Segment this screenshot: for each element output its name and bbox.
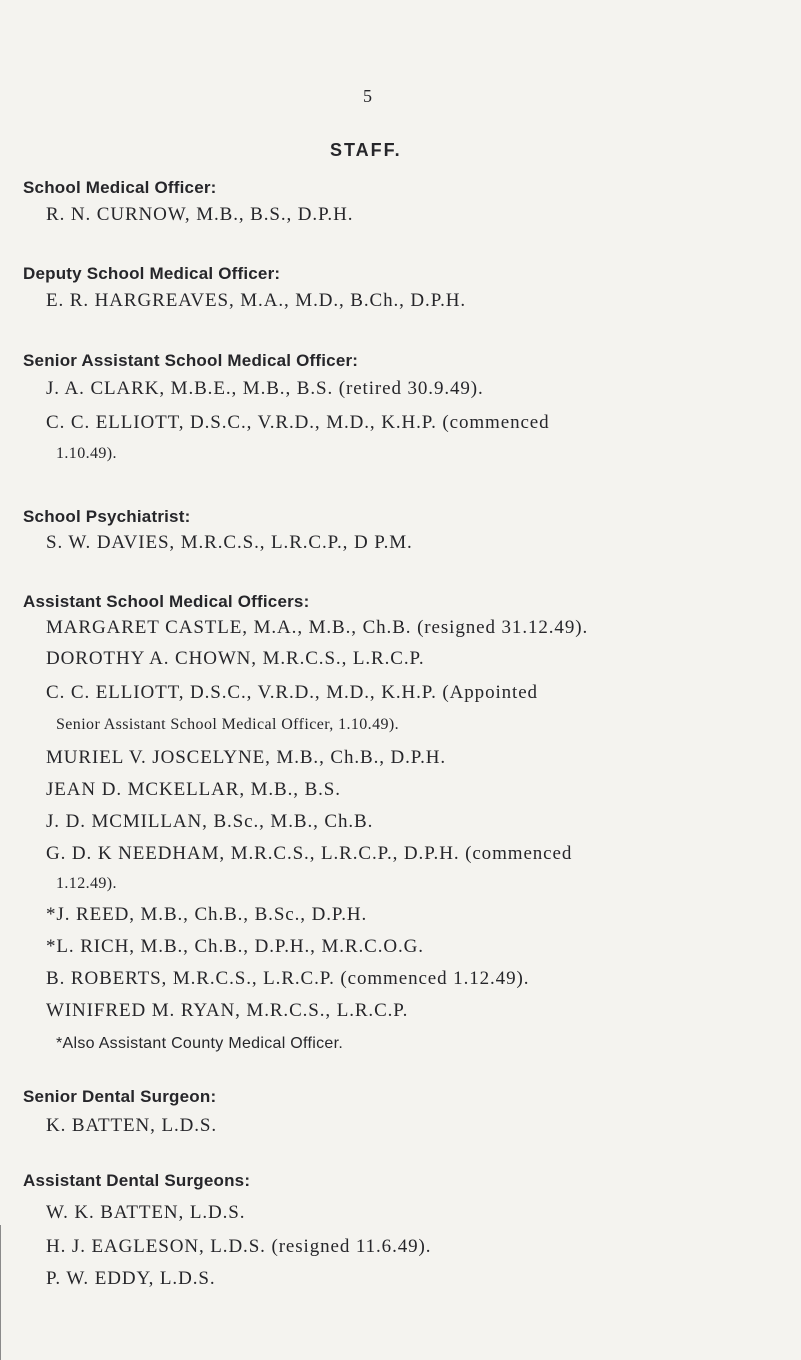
footnote: *Also Assistant County Medical Officer. [56,1035,344,1052]
staff-entry: W. K. BATTEN, L.D.S. [46,1202,246,1223]
section-heading: Assistant Dental Surgeons: [23,1171,251,1190]
staff-entry: J. A. CLARK, M.B.E., M.B., B.S. (retired 30.9.49). [46,378,484,399]
staff-entry: E. R. HARGREAVES, M.A., M.D., B.Ch., D.P.H. [46,290,466,311]
staff-entry-continuation: 1.12.49). [56,875,117,892]
staff-entry: *L. RICH, M.B., Ch.B., D.P.H., M.R.C.O.G. [46,936,424,957]
staff-entry: K. BATTEN, L.D.S. [46,1115,217,1136]
staff-entry: R. N. CURNOW, M.B., B.S., D.P.H. [46,204,354,225]
section-heading: School Psychiatrist: [23,507,191,526]
staff-entry: P. W. EDDY, L.D.S. [46,1268,216,1289]
staff-entry: MURIEL V. JOSCELYNE, M.B., Ch.B., D.P.H. [46,747,447,768]
staff-entry: C. C. ELLIOTT, D.S.C., V.R.D., M.D., K.H.P. (Appointed [46,682,538,703]
staff-entry: WINIFRED M. RYAN, M.R.C.S., L.R.C.P. [46,1000,409,1021]
staff-entry: JEAN D. MCKELLAR, M.B., B.S. [46,779,341,800]
page-edge-mark [0,1225,1,1360]
page-title: STAFF. [330,140,402,160]
staff-entry: S. W. DAVIES, M.R.C.S., L.R.C.P., D P.M. [46,532,413,553]
staff-entry: G. D. K NEEDHAM, M.R.C.S., L.R.C.P., D.P.H. (commenced [46,843,573,864]
page-number: 5 [363,86,373,106]
staff-entry: B. ROBERTS, M.R.C.S., L.R.C.P. (commenced 1.12.49). [46,968,530,989]
staff-entry: DOROTHY A. CHOWN, M.R.C.S., L.R.C.P. [46,648,425,669]
staff-entry: J. D. MCMILLAN, B.Sc., M.B., Ch.B. [46,811,374,832]
section-heading: Deputy School Medical Officer: [23,264,281,283]
staff-entry-continuation: 1.10.49). [56,445,117,462]
section-heading: School Medical Officer: [23,178,217,197]
staff-entry: H. J. EAGLESON, L.D.S. (resigned 11.6.49). [46,1236,432,1257]
section-heading: Senior Assistant School Medical Officer: [23,351,359,370]
section-heading: Senior Dental Surgeon: [23,1087,217,1106]
staff-entry: MARGARET CASTLE, M.A., M.B., Ch.B. (resigned 31.12.49). [46,617,589,638]
staff-entry: C. C. ELLIOTT, D.S.C., V.R.D., M.D., K.H.P. (commenced [46,412,550,433]
staff-entry-continuation: Senior Assistant School Medical Officer, 1.10.49). [56,716,400,733]
section-heading: Assistant School Medical Officers: [23,592,310,611]
staff-entry: *J. REED, M.B., Ch.B., B.Sc., D.P.H. [46,904,368,925]
